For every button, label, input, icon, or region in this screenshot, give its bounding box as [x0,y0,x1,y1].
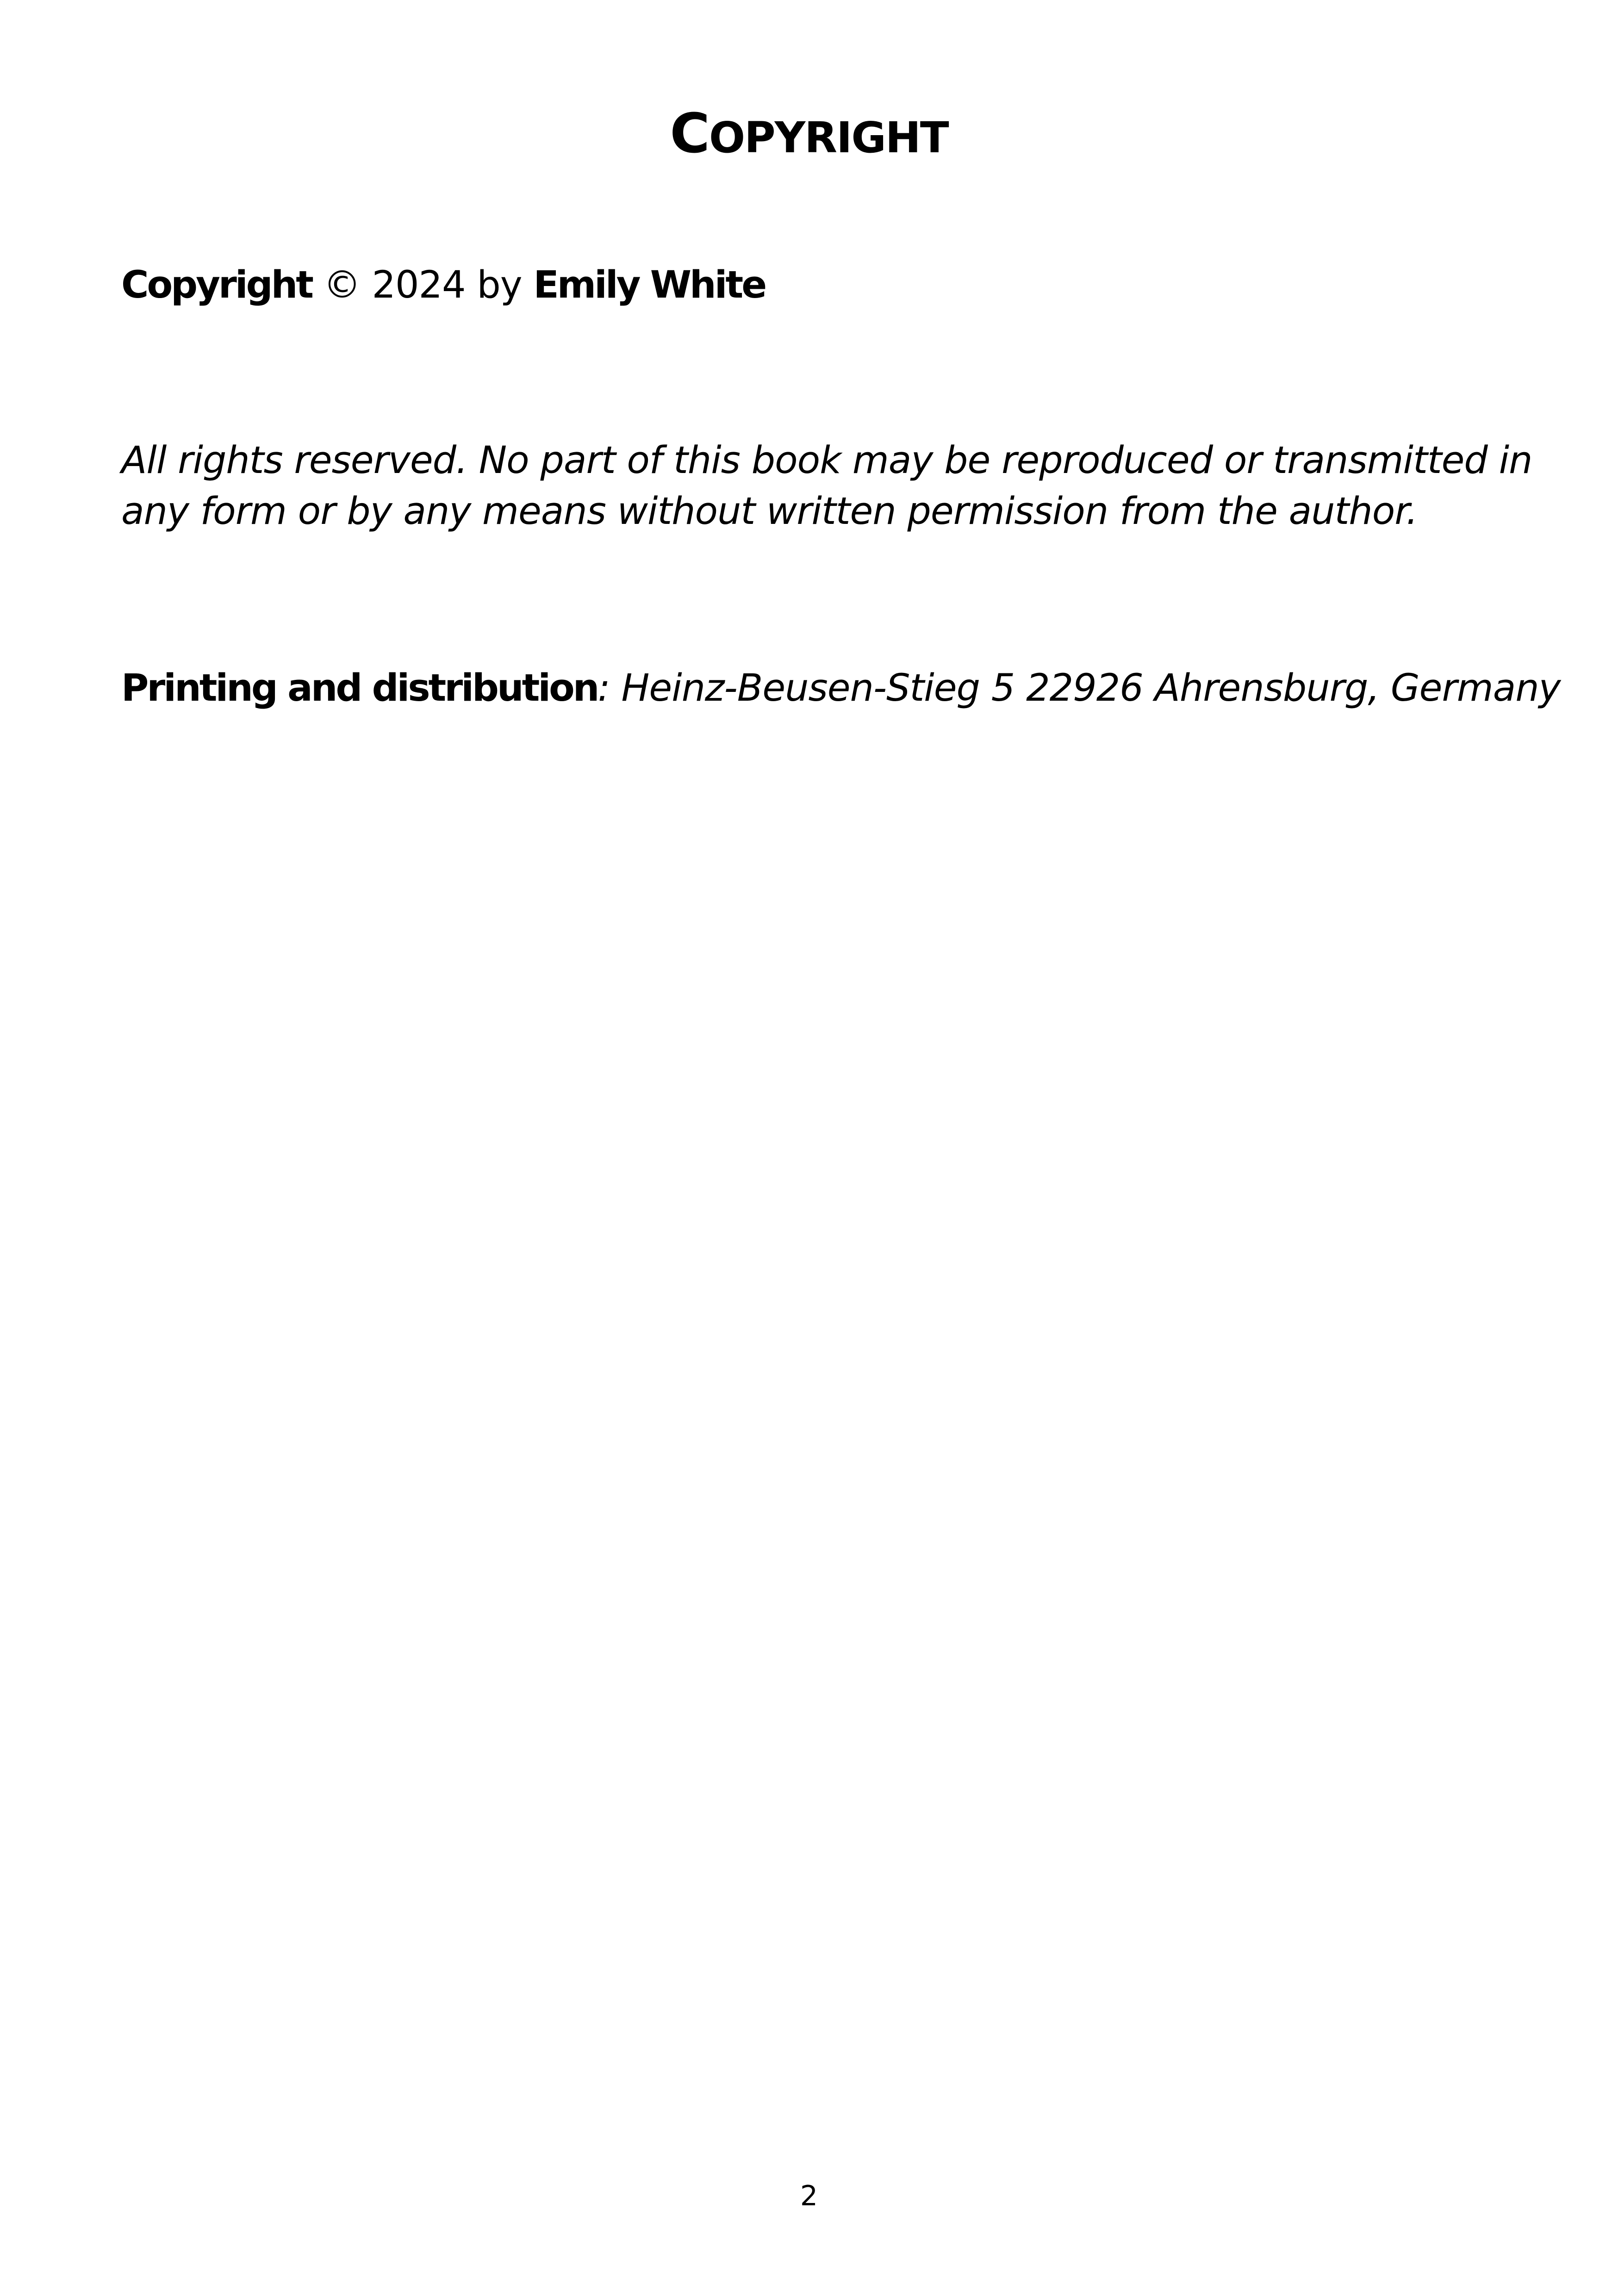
author-name: Emily White [533,263,765,307]
printing-address: : Heinz-Beusen-Stieg 5 22926 Ahrensburg, Germany [597,666,1561,710]
printing-distribution [121,663,1561,714]
page-title-rest: OPYRIGHT [709,113,948,162]
copyright-year-text: © 2024 by [311,263,534,307]
rights-statement-line-2: any form or by any means without written permission from the author. [121,490,1418,533]
printing-label: Printing and distribution [121,666,598,710]
page-number: 2 [800,2180,818,2212]
page-title [0,101,1618,170]
copyright-label: Copyright [121,263,312,307]
rights-statement-line-1: All rights reserved. No part of this book may be reproduced or transmitted in [121,439,1532,482]
page-title-initial: C [670,101,709,165]
copyright-notice [121,260,765,311]
